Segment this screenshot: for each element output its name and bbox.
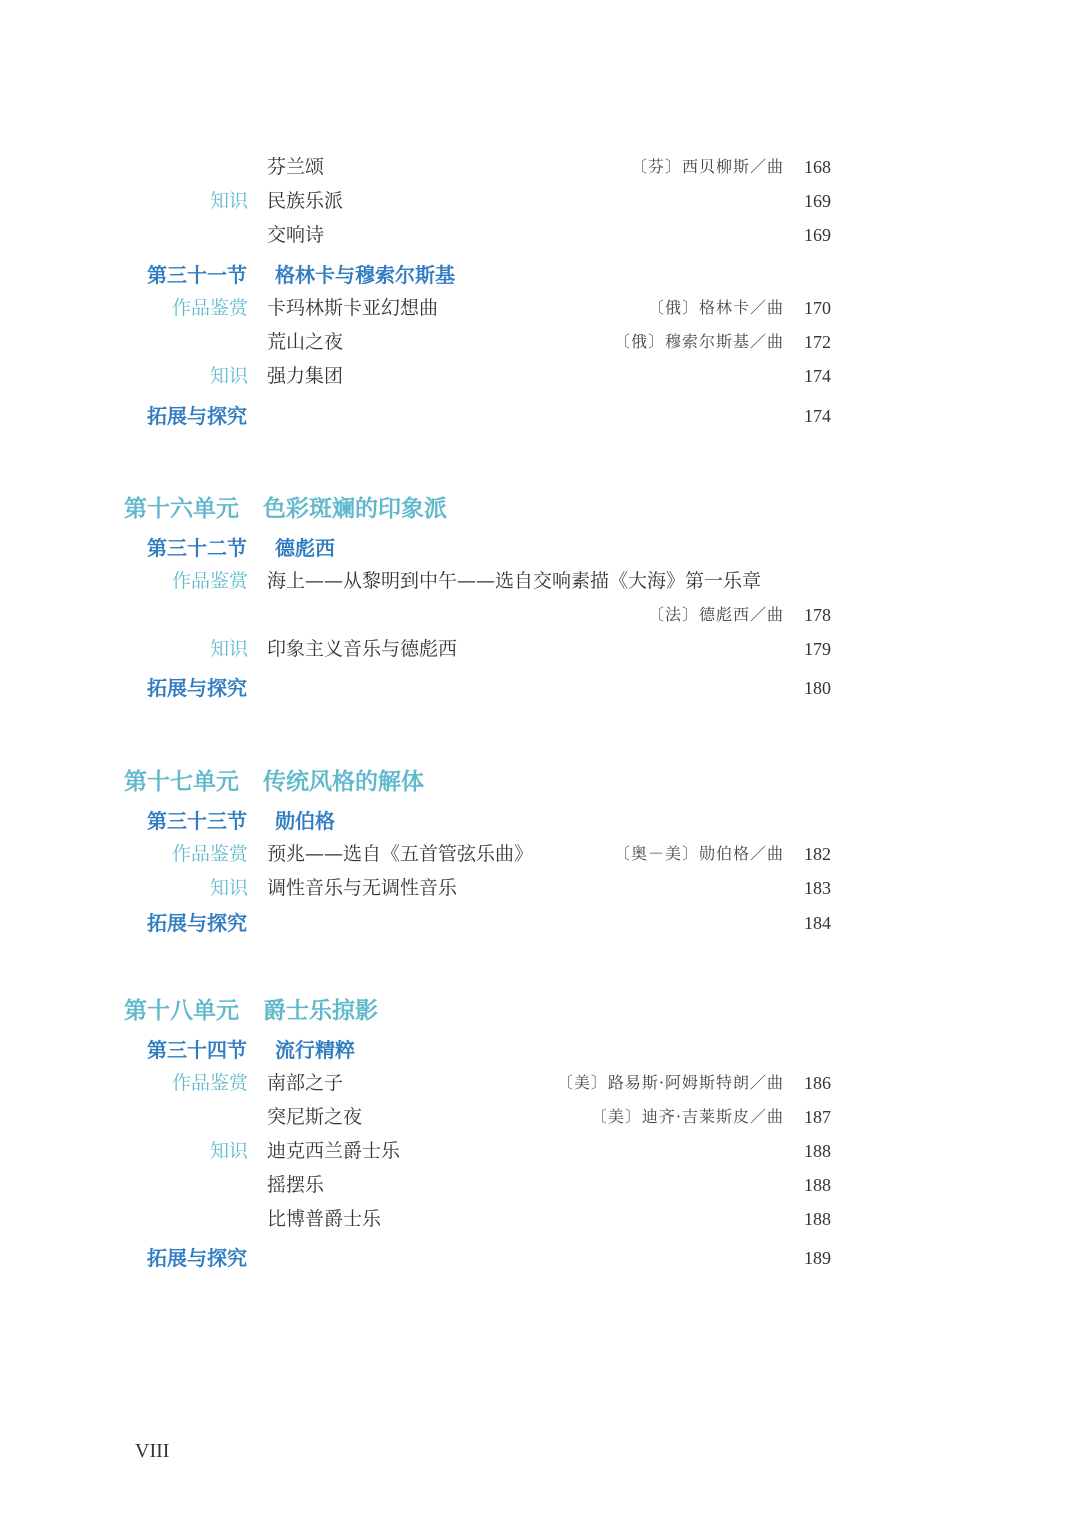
entry-page: 178	[804, 605, 831, 625]
knowledge-label: 知识	[209, 190, 248, 212]
entry-page: 186	[804, 1073, 831, 1093]
entry-page: 170	[804, 298, 831, 318]
section-number: 第三十三节	[147, 809, 247, 833]
unit-title: 爵士乐掠影	[263, 998, 378, 1024]
entry-page: 188	[804, 1209, 831, 1229]
entry-title: 调性音乐与无调性音乐	[267, 877, 458, 899]
appreciation-label: 作品鉴赏	[171, 843, 248, 865]
section-title: 格林卡与穆索尔斯基	[275, 263, 455, 287]
toc-entry[interactable]	[0, 325, 1080, 359]
knowledge-label: 知识	[209, 1140, 248, 1162]
toc-entry[interactable]	[0, 218, 1080, 252]
toc-entry[interactable]	[0, 632, 1080, 666]
section-title: 勋伯格	[275, 809, 335, 833]
knowledge-label: 知识	[209, 638, 248, 660]
entry-page: 172	[804, 332, 831, 352]
page-number: VIII	[135, 1440, 170, 1462]
entry-title: 强力集团	[267, 365, 344, 387]
unit-title: 色彩斑斓的印象派	[263, 496, 447, 522]
toc-entry[interactable]	[0, 184, 1080, 218]
toc-entry[interactable]	[0, 1066, 1080, 1100]
entry-page: 189	[804, 1248, 831, 1268]
entry-page: 187	[804, 1107, 831, 1127]
entry-title: 突尼斯之夜	[267, 1106, 363, 1128]
entry-page: 180	[804, 678, 831, 698]
toc-entry[interactable]	[0, 150, 1080, 184]
section-title: 流行精粹	[275, 1038, 355, 1062]
knowledge-label: 知识	[209, 365, 248, 387]
unit-heading[interactable]	[0, 492, 1080, 526]
unit-number: 第十八单元	[124, 998, 239, 1024]
toc-entry[interactable]	[0, 291, 1080, 325]
entry-title: 卡玛林斯卡亚幻想曲	[267, 297, 439, 319]
entry-title: 印象主义音乐与德彪西	[267, 638, 458, 660]
unit-title: 传统风格的解体	[263, 769, 424, 795]
unit-heading[interactable]	[0, 994, 1080, 1028]
entry-title: 海上——从黎明到中午——选自交响素描《大海》第一乐章	[267, 570, 762, 592]
entry-page: 169	[804, 191, 831, 211]
explore-entry[interactable]	[0, 906, 1080, 940]
entry-title: 预兆——选自《五首管弦乐曲》	[267, 843, 534, 865]
entry-title: 交响诗	[267, 224, 325, 246]
explore-entry[interactable]	[0, 399, 1080, 433]
toc-entry[interactable]	[0, 1100, 1080, 1134]
entry-page: 188	[804, 1175, 831, 1195]
entry-composer: 〔奥－美〕勋伯格／曲	[613, 844, 784, 863]
section-heading[interactable]	[0, 1033, 1080, 1067]
entry-page: 188	[804, 1141, 831, 1161]
entry-title: 荒山之夜	[267, 331, 344, 353]
entry-page: 179	[804, 639, 831, 659]
explore-label: 拓展与探究	[147, 1246, 247, 1270]
entry-composer: 〔俄〕格林卡／曲	[647, 298, 784, 317]
section-number: 第三十四节	[147, 1038, 247, 1062]
entry-composer: 〔芬〕西贝柳斯／曲	[630, 157, 784, 176]
section-heading[interactable]	[0, 804, 1080, 838]
entry-page: 184	[804, 913, 831, 933]
section-heading[interactable]	[0, 258, 1080, 292]
entry-title: 摇摆乐	[267, 1174, 325, 1196]
toc-entry[interactable]	[0, 871, 1080, 905]
entry-page: 174	[804, 366, 831, 386]
entry-composer: 〔俄〕穆索尔斯基／曲	[613, 332, 784, 351]
knowledge-label: 知识	[209, 877, 248, 899]
appreciation-label: 作品鉴赏	[171, 297, 248, 319]
entry-page: 174	[804, 406, 831, 426]
toc-entry[interactable]	[0, 1202, 1080, 1236]
appreciation-label: 作品鉴赏	[171, 570, 248, 592]
toc-entry[interactable]	[0, 837, 1080, 871]
toc-entry-continuation[interactable]	[0, 598, 1080, 632]
entry-page: 169	[804, 225, 831, 245]
entry-page: 182	[804, 844, 831, 864]
explore-label: 拓展与探究	[147, 404, 247, 428]
appreciation-label: 作品鉴赏	[171, 1072, 248, 1094]
entry-page: 183	[804, 878, 831, 898]
toc-entry[interactable]	[0, 359, 1080, 393]
explore-label: 拓展与探究	[147, 676, 247, 700]
section-heading[interactable]	[0, 531, 1080, 565]
toc-entry[interactable]	[0, 1134, 1080, 1168]
entry-composer: 〔美〕迪齐·吉莱斯皮／曲	[590, 1107, 784, 1126]
section-number: 第三十一节	[147, 263, 247, 287]
entry-composer: 〔美〕路易斯·阿姆斯特朗／曲	[556, 1073, 784, 1092]
entry-page: 168	[804, 157, 831, 177]
toc-entry[interactable]	[0, 1168, 1080, 1202]
entry-title: 民族乐派	[267, 190, 344, 212]
explore-entry[interactable]	[0, 671, 1080, 705]
explore-entry[interactable]	[0, 1241, 1080, 1275]
entry-title: 南部之子	[267, 1072, 344, 1094]
unit-number: 第十七单元	[124, 769, 239, 795]
entry-composer: 〔法〕德彪西／曲	[647, 605, 784, 624]
entry-title: 比博普爵士乐	[267, 1208, 382, 1230]
section-title: 德彪西	[275, 536, 335, 560]
section-number: 第三十二节	[147, 536, 247, 560]
unit-number: 第十六单元	[124, 496, 239, 522]
entry-title: 芬兰颂	[267, 156, 325, 178]
unit-heading[interactable]	[0, 765, 1080, 799]
toc-entry[interactable]	[0, 564, 1080, 598]
explore-label: 拓展与探究	[147, 911, 247, 935]
entry-title: 迪克西兰爵士乐	[267, 1140, 401, 1162]
